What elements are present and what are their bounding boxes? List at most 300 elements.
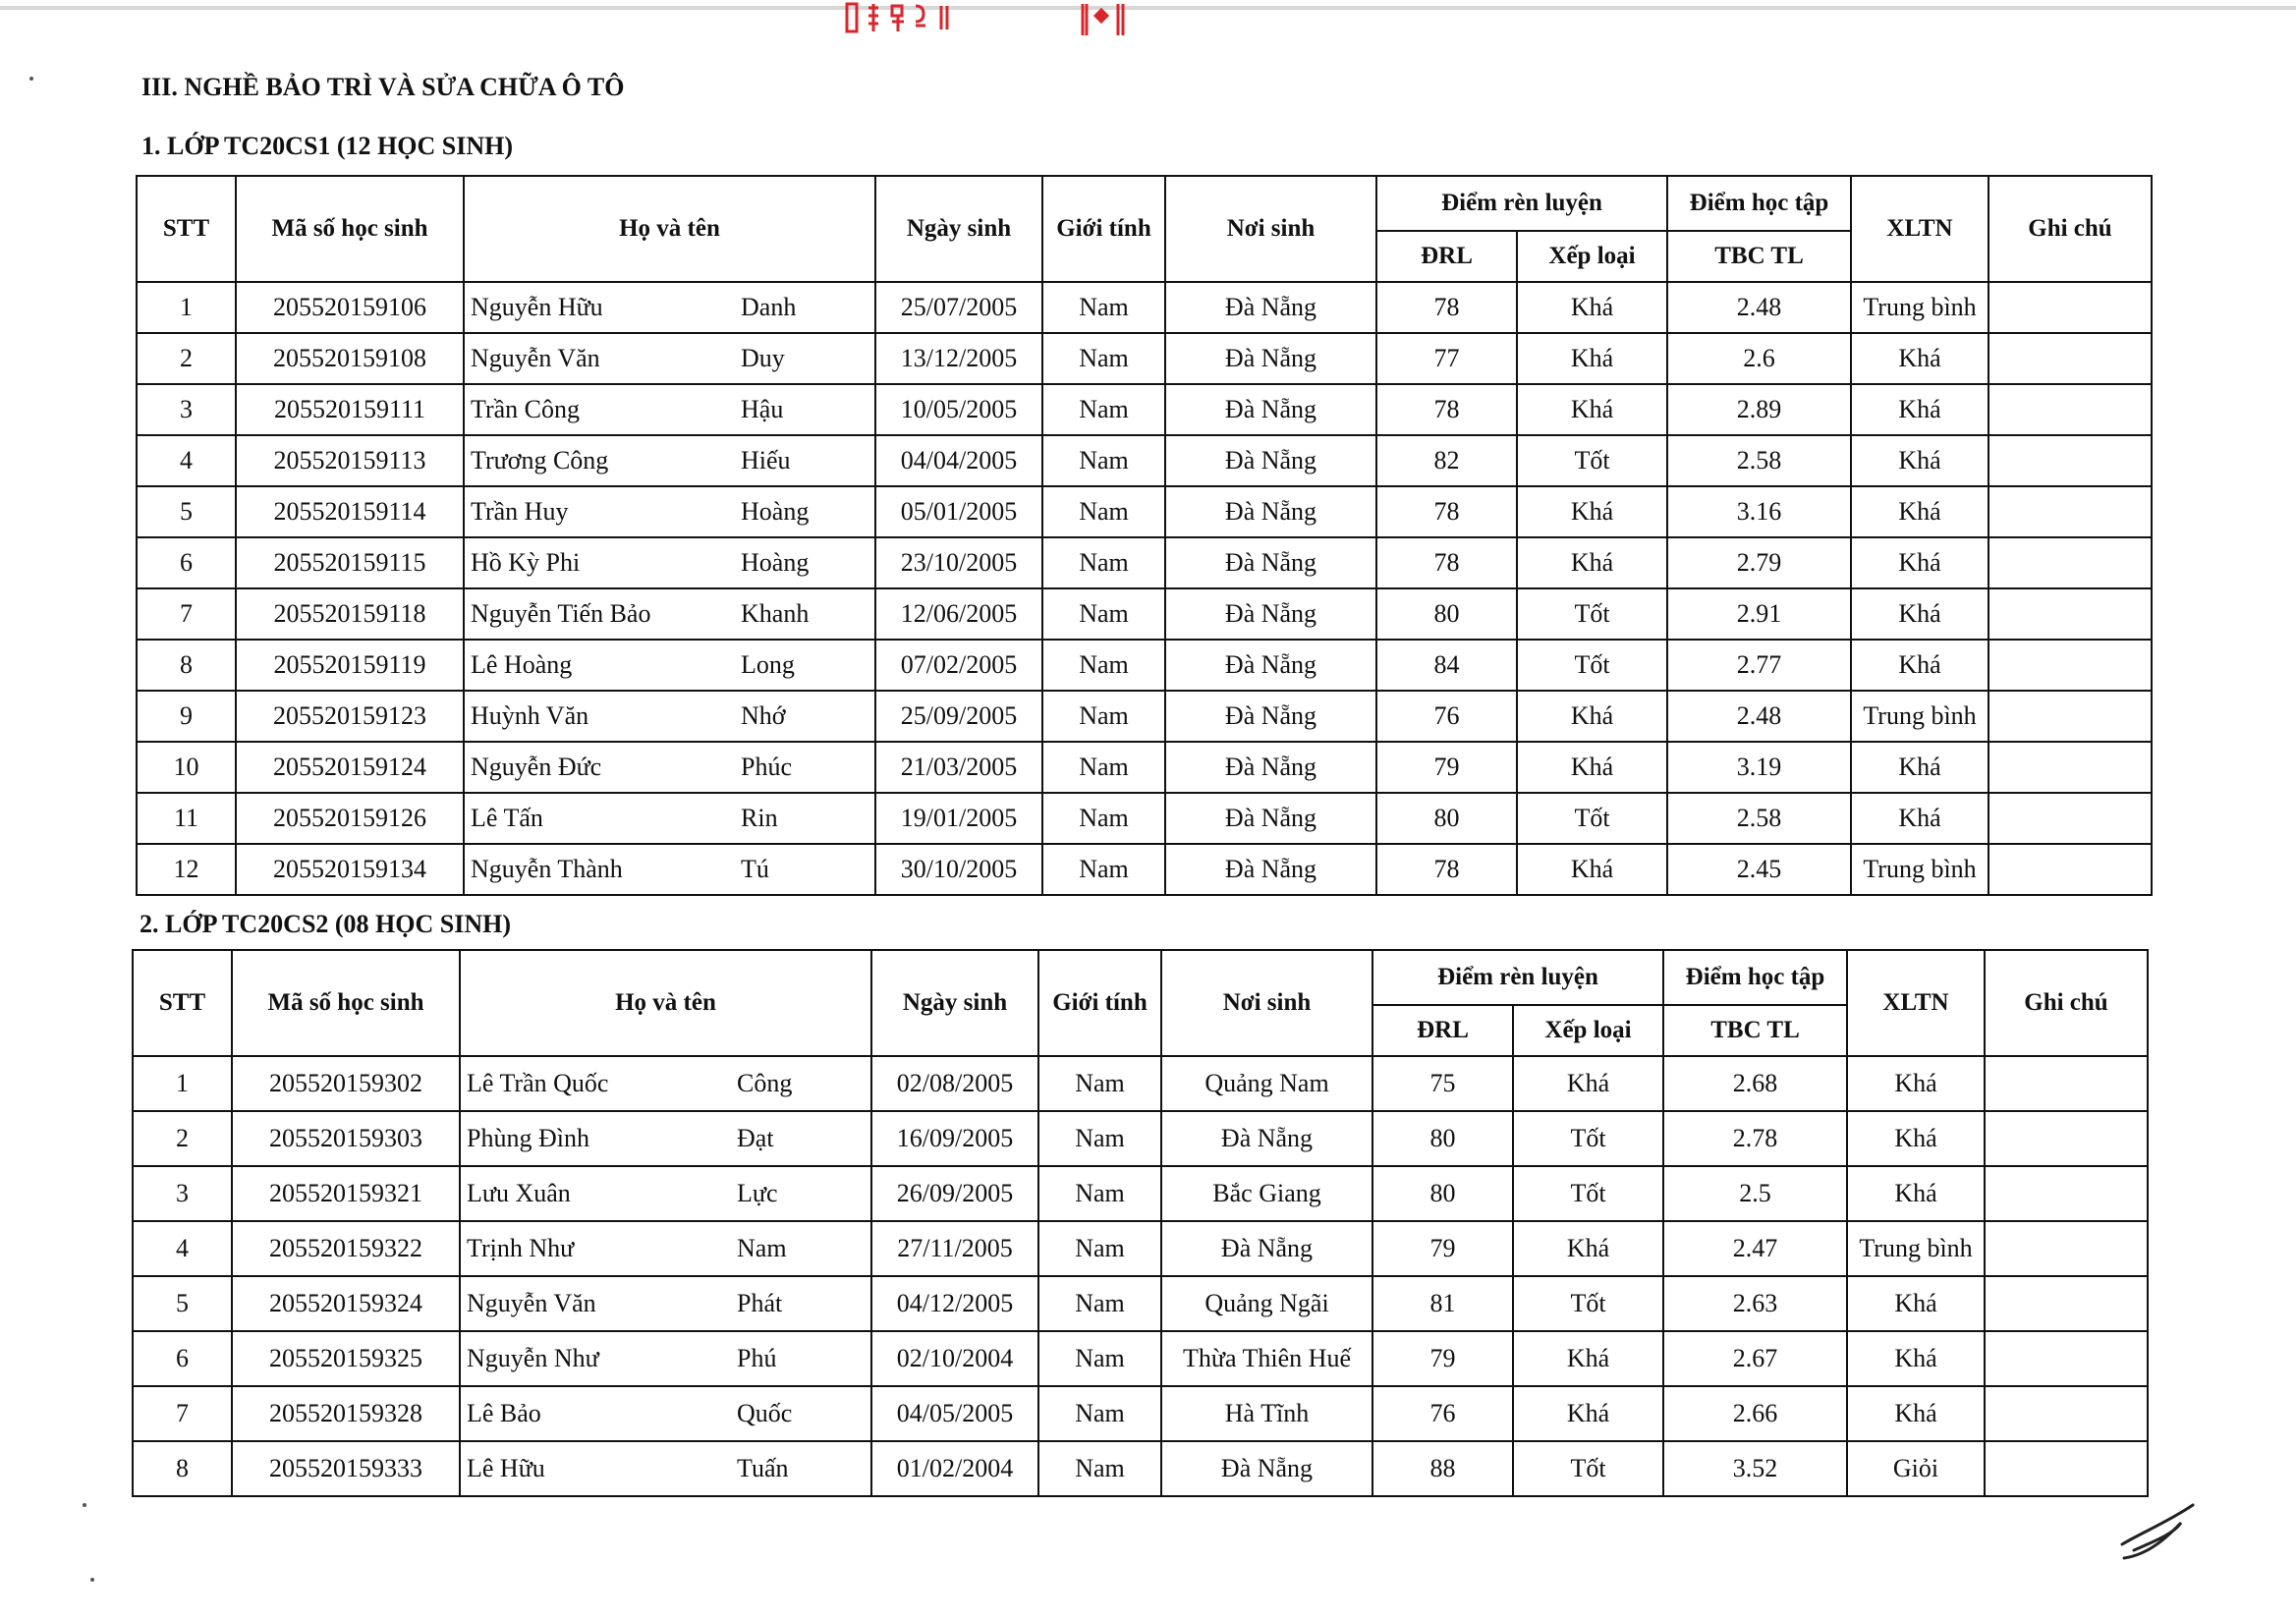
cell-gender: Nam bbox=[1042, 742, 1165, 793]
cell-drl: 77 bbox=[1376, 333, 1517, 384]
table-row bbox=[133, 1111, 2148, 1166]
cell-gpa: 2.67 bbox=[1663, 1331, 1847, 1386]
header-conduct-rank: Xếp loại bbox=[1513, 1005, 1663, 1056]
cell-birthplace: Đà Nẵng bbox=[1165, 588, 1376, 640]
last-middle-name: Trần Huy bbox=[471, 497, 569, 526]
cell-birthplace: Quảng Nam bbox=[1161, 1056, 1372, 1111]
cell-stt: 5 bbox=[137, 486, 236, 537]
cell-graduation-rank: Khá bbox=[1847, 1111, 1985, 1166]
cell-gpa: 2.63 bbox=[1663, 1276, 1847, 1331]
table-row bbox=[137, 588, 2152, 640]
cell-notes bbox=[1988, 588, 2152, 640]
last-middle-name: Nguyễn Như bbox=[467, 1344, 599, 1372]
last-middle-name: Lê Trần Quốc bbox=[467, 1069, 609, 1097]
last-middle-name: Nguyễn Văn bbox=[467, 1289, 596, 1317]
cell-conduct-rank: Khá bbox=[1517, 333, 1667, 384]
cell-notes bbox=[1988, 486, 2152, 537]
table-row bbox=[137, 691, 2152, 742]
cell-birth-date: 23/10/2005 bbox=[875, 537, 1042, 588]
table-row bbox=[133, 1331, 2148, 1386]
cell-stt: 12 bbox=[137, 844, 236, 895]
cell-notes bbox=[1985, 1386, 2148, 1441]
first-name: Danh bbox=[741, 293, 797, 321]
cell-notes bbox=[1985, 1111, 2148, 1166]
table-row bbox=[137, 640, 2152, 691]
cell-student-id: 205520159123 bbox=[236, 691, 464, 742]
cell-stt: 9 bbox=[137, 691, 236, 742]
cell-full-name bbox=[464, 537, 875, 588]
first-name: Tú bbox=[741, 855, 769, 883]
cell-conduct-rank: Khá bbox=[1517, 844, 1667, 895]
cell-student-id: 205520159134 bbox=[236, 844, 464, 895]
header-stt: STT bbox=[137, 176, 236, 282]
last-middle-name: Trần Công bbox=[471, 395, 581, 423]
cell-notes bbox=[1985, 1056, 2148, 1111]
cell-birthplace: Bắc Giang bbox=[1161, 1166, 1372, 1221]
class1-table bbox=[136, 175, 2153, 896]
cell-drl: 80 bbox=[1372, 1166, 1513, 1221]
cell-birth-date: 30/10/2005 bbox=[875, 844, 1042, 895]
table-row bbox=[137, 282, 2152, 333]
cell-stt: 8 bbox=[137, 640, 236, 691]
cell-drl: 79 bbox=[1372, 1221, 1513, 1276]
header-stt: STT bbox=[133, 950, 232, 1056]
cell-gpa: 2.5 bbox=[1663, 1166, 1847, 1221]
cell-birth-date: 19/01/2005 bbox=[875, 793, 1042, 844]
cell-birth-date: 07/02/2005 bbox=[875, 640, 1042, 691]
cell-stt: 10 bbox=[137, 742, 236, 793]
last-middle-name: Trịnh Như bbox=[467, 1234, 575, 1262]
cell-birthplace: Đà Nẵng bbox=[1161, 1221, 1372, 1276]
cell-drl: 78 bbox=[1376, 282, 1517, 333]
cell-stt: 4 bbox=[133, 1221, 232, 1276]
first-name: Công bbox=[737, 1069, 793, 1097]
cell-drl: 79 bbox=[1372, 1331, 1513, 1386]
cell-notes bbox=[1988, 384, 2152, 435]
cell-notes bbox=[1988, 537, 2152, 588]
cell-drl: 88 bbox=[1372, 1441, 1513, 1496]
class1-title: 1. LỚP TC20CS1 (12 HỌC SINH) bbox=[141, 132, 514, 160]
first-name: Hiếu bbox=[741, 446, 791, 475]
cell-birth-date: 04/04/2005 bbox=[875, 435, 1042, 486]
last-middle-name: Nguyễn Hữu bbox=[471, 293, 603, 321]
header-gpa: TBC TL bbox=[1667, 231, 1851, 282]
cell-birthplace: Đà Nẵng bbox=[1165, 282, 1376, 333]
first-name: Long bbox=[741, 650, 795, 679]
cell-drl: 78 bbox=[1376, 384, 1517, 435]
header-student-id: Mã số học sinh bbox=[236, 176, 464, 282]
cell-gpa: 2.58 bbox=[1667, 793, 1851, 844]
cell-conduct-rank: Tốt bbox=[1513, 1166, 1663, 1221]
cell-full-name bbox=[460, 1441, 871, 1496]
cell-graduation-rank: Khá bbox=[1851, 537, 1988, 588]
cell-gender: Nam bbox=[1042, 384, 1165, 435]
cell-birthplace: Đà Nẵng bbox=[1165, 742, 1376, 793]
first-name: Phú bbox=[737, 1344, 777, 1372]
cell-notes bbox=[1985, 1331, 2148, 1386]
first-name: Lực bbox=[737, 1179, 778, 1207]
cell-conduct-rank: Khá bbox=[1517, 537, 1667, 588]
cell-conduct-rank: Tốt bbox=[1517, 793, 1667, 844]
cell-student-id: 205520159118 bbox=[236, 588, 464, 640]
cell-gpa: 2.48 bbox=[1667, 282, 1851, 333]
cell-full-name bbox=[464, 640, 875, 691]
cell-student-id: 205520159333 bbox=[232, 1441, 460, 1496]
cell-stt: 11 bbox=[137, 793, 236, 844]
cell-student-id: 205520159325 bbox=[232, 1331, 460, 1386]
last-middle-name: Huỳnh Văn bbox=[471, 701, 589, 730]
cell-birthplace: Hà Tĩnh bbox=[1161, 1386, 1372, 1441]
cell-conduct-rank: Khá bbox=[1513, 1221, 1663, 1276]
cell-notes bbox=[1985, 1276, 2148, 1331]
cell-stt: 6 bbox=[137, 537, 236, 588]
cell-gender: Nam bbox=[1038, 1056, 1161, 1111]
cell-conduct-rank: Tốt bbox=[1517, 588, 1667, 640]
cell-drl: 81 bbox=[1372, 1276, 1513, 1331]
cell-full-name bbox=[464, 486, 875, 537]
cell-student-id: 205520159114 bbox=[236, 486, 464, 537]
cell-conduct-rank: Khá bbox=[1517, 384, 1667, 435]
cell-gender: Nam bbox=[1038, 1166, 1161, 1221]
cell-drl: 80 bbox=[1376, 793, 1517, 844]
cell-gpa: 2.47 bbox=[1663, 1221, 1847, 1276]
header-student-id: Mã số học sinh bbox=[232, 950, 460, 1056]
cell-drl: 79 bbox=[1376, 742, 1517, 793]
header-conduct-score: Điểm rèn luyện bbox=[1376, 176, 1667, 231]
header-graduation-rank: XLTN bbox=[1851, 176, 1988, 282]
cell-notes bbox=[1988, 333, 2152, 384]
cell-birthplace: Đà Nẵng bbox=[1165, 691, 1376, 742]
cell-graduation-rank: Khá bbox=[1851, 588, 1988, 640]
cell-notes bbox=[1988, 435, 2152, 486]
table-row bbox=[133, 1276, 2148, 1331]
cell-student-id: 205520159322 bbox=[232, 1221, 460, 1276]
cell-birthplace: Đà Nẵng bbox=[1165, 333, 1376, 384]
cell-graduation-rank: Khá bbox=[1851, 640, 1988, 691]
cell-graduation-rank: Trung bình bbox=[1851, 844, 1988, 895]
cell-birth-date: 25/09/2005 bbox=[875, 691, 1042, 742]
header-birthplace: Nơi sinh bbox=[1161, 950, 1372, 1056]
red-seal-stamp-icon bbox=[845, 0, 1130, 41]
cell-student-id: 205520159106 bbox=[236, 282, 464, 333]
cell-student-id: 205520159113 bbox=[236, 435, 464, 486]
header-notes: Ghi chú bbox=[1985, 950, 2148, 1056]
cell-gender: Nam bbox=[1042, 282, 1165, 333]
cell-graduation-rank: Khá bbox=[1847, 1331, 1985, 1386]
cell-gender: Nam bbox=[1038, 1276, 1161, 1331]
scan-edge-line bbox=[0, 6, 2296, 10]
cell-birthplace: Đà Nẵng bbox=[1161, 1441, 1372, 1496]
cell-full-name bbox=[460, 1056, 871, 1111]
cell-birth-date: 13/12/2005 bbox=[875, 333, 1042, 384]
cell-drl: 78 bbox=[1376, 537, 1517, 588]
table-row bbox=[133, 1166, 2148, 1221]
cell-gpa: 3.19 bbox=[1667, 742, 1851, 793]
cell-student-id: 205520159321 bbox=[232, 1166, 460, 1221]
header-gender: Giới tính bbox=[1042, 176, 1165, 282]
header-drl: ĐRL bbox=[1376, 231, 1517, 282]
cell-drl: 78 bbox=[1376, 844, 1517, 895]
header-birth-date: Ngày sinh bbox=[871, 950, 1038, 1056]
cell-graduation-rank: Khá bbox=[1851, 435, 1988, 486]
cell-stt: 1 bbox=[133, 1056, 232, 1111]
cell-graduation-rank: Giỏi bbox=[1847, 1441, 1985, 1496]
first-name: Rin bbox=[741, 804, 778, 832]
cell-conduct-rank: Khá bbox=[1513, 1056, 1663, 1111]
table-row bbox=[133, 1221, 2148, 1276]
cell-graduation-rank: Khá bbox=[1851, 486, 1988, 537]
cell-conduct-rank: Tốt bbox=[1513, 1111, 1663, 1166]
class2-title: 2. LỚP TC20CS2 (08 HỌC SINH) bbox=[140, 910, 512, 938]
cell-birthplace: Đà Nẵng bbox=[1161, 1111, 1372, 1166]
cell-stt: 7 bbox=[137, 588, 236, 640]
first-name: Duy bbox=[741, 344, 785, 372]
class2-rows bbox=[133, 1056, 2148, 1496]
cell-graduation-rank: Trung bình bbox=[1851, 282, 1988, 333]
cell-student-id: 205520159124 bbox=[236, 742, 464, 793]
header-conduct-rank: Xếp loại bbox=[1517, 231, 1667, 282]
cell-stt: 2 bbox=[137, 333, 236, 384]
cell-graduation-rank: Khá bbox=[1847, 1276, 1985, 1331]
table-row bbox=[137, 486, 2152, 537]
cell-conduct-rank: Khá bbox=[1513, 1331, 1663, 1386]
cell-notes bbox=[1985, 1441, 2148, 1496]
cell-student-id: 205520159108 bbox=[236, 333, 464, 384]
cell-full-name bbox=[464, 333, 875, 384]
cell-gender: Nam bbox=[1042, 691, 1165, 742]
cell-student-id: 205520159126 bbox=[236, 793, 464, 844]
table-row bbox=[137, 435, 2152, 486]
cell-full-name bbox=[464, 588, 875, 640]
cell-gpa: 2.89 bbox=[1667, 384, 1851, 435]
cell-graduation-rank: Khá bbox=[1851, 742, 1988, 793]
scan-speck bbox=[83, 1503, 86, 1507]
cell-gpa: 2.91 bbox=[1667, 588, 1851, 640]
header-notes: Ghi chú bbox=[1988, 176, 2152, 282]
cell-drl: 76 bbox=[1376, 691, 1517, 742]
cell-stt: 3 bbox=[137, 384, 236, 435]
table-row bbox=[137, 844, 2152, 895]
first-name: Phúc bbox=[741, 753, 792, 781]
cell-full-name bbox=[464, 435, 875, 486]
cell-student-id: 205520159111 bbox=[236, 384, 464, 435]
cell-birth-date: 02/10/2004 bbox=[871, 1331, 1038, 1386]
last-middle-name: Lưu Xuân bbox=[467, 1179, 571, 1207]
cell-conduct-rank: Khá bbox=[1517, 282, 1667, 333]
last-middle-name: Nguyễn Thành bbox=[471, 855, 623, 883]
cell-birth-date: 16/09/2005 bbox=[871, 1111, 1038, 1166]
cell-gpa: 2.68 bbox=[1663, 1056, 1847, 1111]
last-middle-name: Nguyễn Đức bbox=[471, 753, 602, 781]
class1-rows bbox=[137, 282, 2152, 895]
cell-full-name bbox=[464, 742, 875, 793]
last-middle-name: Hồ Kỳ Phi bbox=[471, 548, 581, 577]
cell-graduation-rank: Khá bbox=[1847, 1056, 1985, 1111]
cell-full-name bbox=[460, 1386, 871, 1441]
cell-gender: Nam bbox=[1042, 844, 1165, 895]
cell-conduct-rank: Tốt bbox=[1517, 640, 1667, 691]
first-name: Khanh bbox=[741, 599, 810, 628]
cell-gender: Nam bbox=[1042, 793, 1165, 844]
cell-gpa: 2.66 bbox=[1663, 1386, 1847, 1441]
header-gender: Giới tính bbox=[1038, 950, 1161, 1056]
cell-full-name bbox=[464, 282, 875, 333]
cell-full-name bbox=[460, 1276, 871, 1331]
cell-drl: 76 bbox=[1372, 1386, 1513, 1441]
header-drl: ĐRL bbox=[1372, 1005, 1513, 1056]
cell-drl: 84 bbox=[1376, 640, 1517, 691]
cell-birthplace: Đà Nẵng bbox=[1165, 435, 1376, 486]
cell-graduation-rank: Khá bbox=[1851, 333, 1988, 384]
first-name: Quốc bbox=[737, 1399, 793, 1427]
cell-drl: 75 bbox=[1372, 1056, 1513, 1111]
cell-birthplace: Đà Nẵng bbox=[1165, 640, 1376, 691]
first-name: Hậu bbox=[741, 395, 784, 423]
header-birthplace: Nơi sinh bbox=[1165, 176, 1376, 282]
table-row bbox=[137, 333, 2152, 384]
first-name: Đạt bbox=[737, 1124, 774, 1152]
cell-conduct-rank: Khá bbox=[1517, 742, 1667, 793]
section-title: III. NGHỀ BẢO TRÌ VÀ SỬA CHỮA Ô TÔ bbox=[141, 73, 625, 101]
cell-gpa: 2.6 bbox=[1667, 333, 1851, 384]
header-academic-score: Điểm học tập bbox=[1667, 176, 1851, 231]
last-middle-name: Lê Hữu bbox=[467, 1454, 545, 1482]
cell-graduation-rank: Khá bbox=[1851, 793, 1988, 844]
cell-gpa: 2.45 bbox=[1667, 844, 1851, 895]
cell-full-name bbox=[464, 691, 875, 742]
header-academic-score: Điểm học tập bbox=[1663, 950, 1847, 1005]
first-name: Hoàng bbox=[741, 548, 810, 577]
cell-gpa: 2.79 bbox=[1667, 537, 1851, 588]
cell-student-id: 205520159119 bbox=[236, 640, 464, 691]
cell-birth-date: 21/03/2005 bbox=[875, 742, 1042, 793]
cell-birth-date: 04/12/2005 bbox=[871, 1276, 1038, 1331]
cell-drl: 80 bbox=[1372, 1111, 1513, 1166]
scan-speck bbox=[29, 77, 33, 81]
cell-conduct-rank: Tốt bbox=[1513, 1441, 1663, 1496]
first-name: Nam bbox=[737, 1234, 787, 1262]
cell-graduation-rank: Trung bình bbox=[1851, 691, 1988, 742]
cell-drl: 80 bbox=[1376, 588, 1517, 640]
last-middle-name: Lê Tấn bbox=[471, 804, 543, 832]
cell-birthplace: Quảng Ngãi bbox=[1161, 1276, 1372, 1331]
cell-birth-date: 12/06/2005 bbox=[875, 588, 1042, 640]
header-full-name: Họ và tên bbox=[464, 176, 875, 282]
cell-conduct-rank: Tốt bbox=[1517, 435, 1667, 486]
cell-gender: Nam bbox=[1038, 1111, 1161, 1166]
cell-gpa: 2.58 bbox=[1667, 435, 1851, 486]
cell-gpa: 2.77 bbox=[1667, 640, 1851, 691]
last-middle-name: Nguyễn Tiến Bảo bbox=[471, 599, 651, 628]
cell-student-id: 205520159115 bbox=[236, 537, 464, 588]
last-middle-name: Lê Hoàng bbox=[471, 650, 573, 679]
cell-birth-date: 10/05/2005 bbox=[875, 384, 1042, 435]
table-row bbox=[137, 537, 2152, 588]
cell-notes bbox=[1988, 640, 2152, 691]
table-row bbox=[133, 1056, 2148, 1111]
cell-gender: Nam bbox=[1042, 486, 1165, 537]
cell-gpa: 3.16 bbox=[1667, 486, 1851, 537]
cell-stt: 4 bbox=[137, 435, 236, 486]
cell-gpa: 2.48 bbox=[1667, 691, 1851, 742]
cell-graduation-rank: Trung bình bbox=[1847, 1221, 1985, 1276]
cell-graduation-rank: Khá bbox=[1851, 384, 1988, 435]
cell-student-id: 205520159302 bbox=[232, 1056, 460, 1111]
cell-full-name bbox=[464, 844, 875, 895]
cell-notes bbox=[1988, 844, 2152, 895]
cell-birthplace: Thừa Thiên Huế bbox=[1161, 1331, 1372, 1386]
first-name: Hoàng bbox=[741, 497, 810, 526]
header-birth-date: Ngày sinh bbox=[875, 176, 1042, 282]
header-conduct-score: Điểm rèn luyện bbox=[1372, 950, 1663, 1005]
cell-drl: 82 bbox=[1376, 435, 1517, 486]
cell-birthplace: Đà Nẵng bbox=[1165, 844, 1376, 895]
cell-full-name bbox=[460, 1221, 871, 1276]
cell-notes bbox=[1988, 793, 2152, 844]
cell-graduation-rank: Khá bbox=[1847, 1166, 1985, 1221]
cell-notes bbox=[1985, 1221, 2148, 1276]
cell-birth-date: 25/07/2005 bbox=[875, 282, 1042, 333]
cell-gender: Nam bbox=[1042, 640, 1165, 691]
cell-gender: Nam bbox=[1042, 435, 1165, 486]
cell-notes bbox=[1988, 282, 2152, 333]
signature-mark-icon bbox=[2112, 1493, 2201, 1562]
cell-birth-date: 02/08/2005 bbox=[871, 1056, 1038, 1111]
cell-gender: Nam bbox=[1038, 1331, 1161, 1386]
cell-gpa: 2.78 bbox=[1663, 1111, 1847, 1166]
cell-birthplace: Đà Nẵng bbox=[1165, 537, 1376, 588]
cell-gender: Nam bbox=[1042, 588, 1165, 640]
cell-graduation-rank: Khá bbox=[1847, 1386, 1985, 1441]
cell-full-name bbox=[460, 1166, 871, 1221]
cell-stt: 5 bbox=[133, 1276, 232, 1331]
cell-drl: 78 bbox=[1376, 486, 1517, 537]
table-row bbox=[133, 1386, 2148, 1441]
cell-birth-date: 27/11/2005 bbox=[871, 1221, 1038, 1276]
cell-conduct-rank: Tốt bbox=[1513, 1276, 1663, 1331]
cell-full-name bbox=[460, 1331, 871, 1386]
cell-conduct-rank: Khá bbox=[1513, 1386, 1663, 1441]
class2-table bbox=[132, 949, 2149, 1497]
cell-gender: Nam bbox=[1038, 1441, 1161, 1496]
cell-birthplace: Đà Nẵng bbox=[1165, 486, 1376, 537]
cell-student-id: 205520159324 bbox=[232, 1276, 460, 1331]
last-middle-name: Phùng Đình bbox=[467, 1124, 589, 1152]
header-gpa: TBC TL bbox=[1663, 1005, 1847, 1056]
cell-conduct-rank: Khá bbox=[1517, 486, 1667, 537]
cell-birthplace: Đà Nẵng bbox=[1165, 793, 1376, 844]
cell-stt: 3 bbox=[133, 1166, 232, 1221]
cell-birthplace: Đà Nẵng bbox=[1165, 384, 1376, 435]
cell-stt: 2 bbox=[133, 1111, 232, 1166]
header-full-name: Họ và tên bbox=[460, 950, 871, 1056]
table-row bbox=[133, 1441, 2148, 1496]
cell-gpa: 3.52 bbox=[1663, 1441, 1847, 1496]
last-middle-name: Trương Công bbox=[471, 446, 609, 475]
cell-full-name bbox=[464, 384, 875, 435]
cell-stt: 8 bbox=[133, 1441, 232, 1496]
cell-full-name bbox=[460, 1111, 871, 1166]
last-middle-name: Lê Bảo bbox=[467, 1399, 541, 1427]
table-row bbox=[137, 384, 2152, 435]
cell-notes bbox=[1988, 742, 2152, 793]
cell-gender: Nam bbox=[1038, 1386, 1161, 1441]
cell-gender: Nam bbox=[1038, 1221, 1161, 1276]
cell-birth-date: 01/02/2004 bbox=[871, 1441, 1038, 1496]
cell-full-name bbox=[464, 793, 875, 844]
first-name: Phát bbox=[737, 1289, 783, 1317]
cell-notes bbox=[1988, 691, 2152, 742]
